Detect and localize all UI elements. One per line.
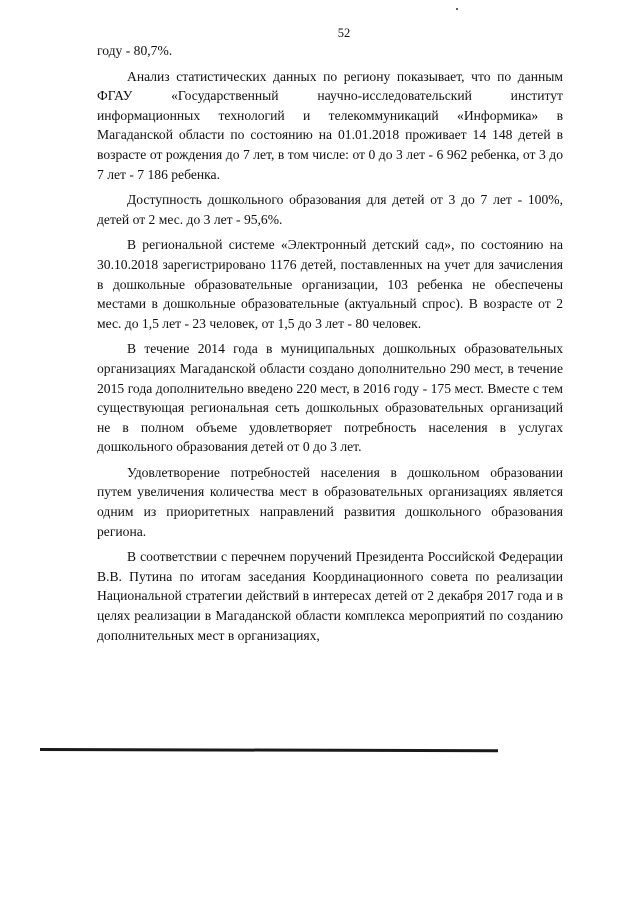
footer-rule xyxy=(40,748,498,752)
paragraph-priority: Удовлетворение потребностей населения в дошкольном образовании путем увеличения количества мест в образовательных организациях является одним из приоритетных направлений развития дошкольного образования региона. xyxy=(97,464,563,539)
paragraph-electronic-kindergarten: В региональной системе «Электронный детский сад», по состоянию на 30.10.2018 зарегистрировано 1176 детей, поставленных на учет для зачисления в дошкольные образовательные организации, 103 ребенка не обеспечены местами в дошкольные образовательные (актуальный спрос). В возрасте от 2 мес. до 1,5 лет - 23 человек, от 1,5 до 3 лет - 80 человек. xyxy=(97,237,563,331)
paragraph-statistics-analysis: Анализ статистических данных по региону показывает, что по данным ФГАУ «Государственный научно-исследовательский институт информационных технологий и телекоммуникаций «Информика» в Магаданской области по состоянию на 01.01.2018 проживает 14 148 детей в возрасте от рождения до 7 лет, в том числе: от 0 до 3 лет - 6 962 ребенка, от 3 до 7 лет - 7 186 ребенка. xyxy=(97,68,563,182)
scan-speck xyxy=(456,8,458,10)
page-number: 52 xyxy=(337,26,351,40)
paragraph-new-places: В течение 2014 года в муниципальных дошкольных образовательных организациях Магаданской области создано дополнительно 290 мест, в течение 2015 года дополнительно введено 220 мест, в 2016 году - 175 мест. Вместе с тем существующая региональная сеть дошкольных образовательных организаций не в полном объеме удовлетворяет потребность населения в услугах дошкольного образования детей от 0 до 3 лет. xyxy=(97,341,563,455)
paragraph-continuation: году - 80,7%. xyxy=(97,43,173,58)
paragraph-availability: Доступность дошкольного образования для детей от 3 до 7 лет - 100%, детей от 2 мес. до 3 лет - 95,6%. xyxy=(97,192,563,227)
paragraph-presidential-order: В соответствии с перечнем поручений Президента Российской Федерации В.В. Путина по итогам заседания Координационного совета по реализации Национальной стратегии действий в интересах детей от 2 декабря 2017 года и в целях реализации в Магаданской области комплекса мероприятий по созданию дополнительных мест в организациях, xyxy=(97,549,563,643)
document-body xyxy=(97,41,563,645)
